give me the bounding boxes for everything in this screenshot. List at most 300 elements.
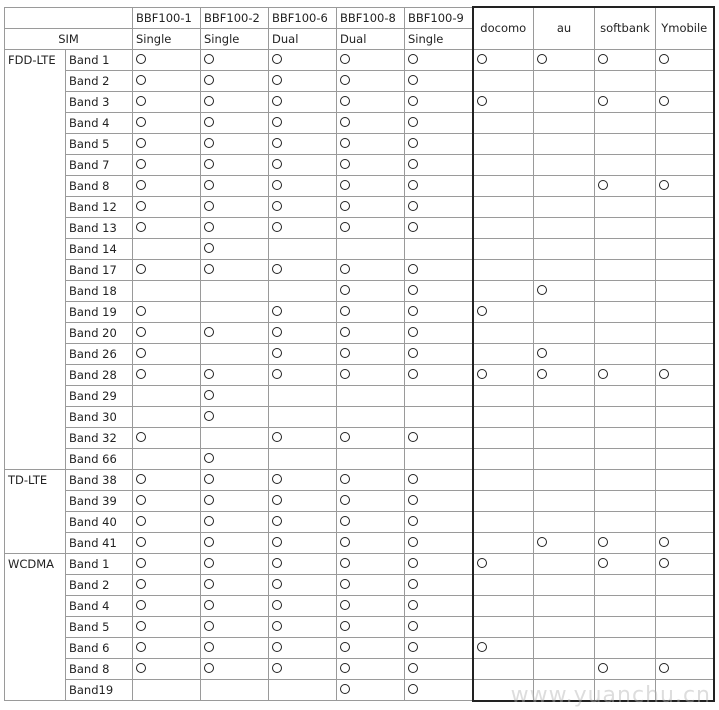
carrier-support-cell — [534, 259, 595, 280]
carrier-support-cell — [595, 553, 656, 574]
supported-mark-icon — [136, 327, 146, 337]
supported-mark-icon — [204, 180, 214, 190]
carrier-header: softbank — [595, 7, 656, 49]
supported-mark-icon — [204, 558, 214, 568]
supported-mark-icon — [598, 54, 608, 64]
model-support-cell — [269, 385, 337, 406]
supported-mark-icon — [659, 558, 669, 568]
supported-mark-icon — [408, 285, 418, 295]
supported-mark-icon — [408, 432, 418, 442]
supported-mark-icon — [408, 600, 418, 610]
supported-mark-icon — [598, 180, 608, 190]
supported-mark-icon — [340, 579, 350, 589]
supported-mark-icon — [272, 306, 282, 316]
carrier-support-cell — [473, 637, 534, 658]
model-support-cell — [337, 406, 405, 427]
band-label: Band 5 — [66, 133, 133, 154]
model-support-cell — [201, 553, 269, 574]
model-support-cell — [133, 658, 201, 679]
supported-mark-icon — [537, 348, 547, 358]
carrier-support-cell — [473, 385, 534, 406]
supported-mark-icon — [340, 684, 350, 694]
supported-mark-icon — [598, 96, 608, 106]
carrier-support-cell — [534, 574, 595, 595]
model-support-cell — [201, 679, 269, 701]
carrier-support-cell — [595, 406, 656, 427]
band-label: Band 8 — [66, 658, 133, 679]
carrier-support-cell — [595, 427, 656, 448]
model-support-cell — [201, 532, 269, 553]
supported-mark-icon — [340, 369, 350, 379]
model-support-cell — [201, 490, 269, 511]
supported-mark-icon — [272, 201, 282, 211]
carrier-support-cell — [534, 70, 595, 91]
supported-mark-icon — [204, 75, 214, 85]
model-support-cell — [133, 406, 201, 427]
model-support-cell — [269, 427, 337, 448]
band-label: Band 5 — [66, 616, 133, 637]
supported-mark-icon — [136, 663, 146, 673]
carrier-support-cell — [534, 196, 595, 217]
supported-mark-icon — [659, 663, 669, 673]
model-support-cell — [405, 70, 473, 91]
supported-mark-icon — [408, 117, 418, 127]
model-support-cell — [337, 511, 405, 532]
model-support-cell — [337, 469, 405, 490]
model-support-cell — [337, 448, 405, 469]
supported-mark-icon — [340, 54, 350, 64]
model-support-cell — [405, 532, 473, 553]
carrier-support-cell — [656, 637, 714, 658]
model-support-cell — [201, 91, 269, 112]
supported-mark-icon — [204, 621, 214, 631]
supported-mark-icon — [272, 474, 282, 484]
carrier-support-cell — [656, 154, 714, 175]
band-label: Band 38 — [66, 469, 133, 490]
header-blank-cell — [5, 7, 133, 28]
supported-mark-icon — [408, 138, 418, 148]
model-support-cell — [269, 658, 337, 679]
model-support-cell — [201, 238, 269, 259]
model-support-cell — [201, 574, 269, 595]
supported-mark-icon — [272, 579, 282, 589]
supported-mark-icon — [272, 222, 282, 232]
model-support-cell — [337, 280, 405, 301]
model-support-cell — [337, 217, 405, 238]
carrier-support-cell — [473, 343, 534, 364]
supported-mark-icon — [272, 369, 282, 379]
carrier-support-cell — [595, 616, 656, 637]
model-support-cell — [269, 364, 337, 385]
model-support-cell — [269, 679, 337, 701]
model-support-cell — [133, 175, 201, 196]
supported-mark-icon — [598, 663, 608, 673]
supported-mark-icon — [340, 600, 350, 610]
carrier-support-cell — [595, 322, 656, 343]
band-label: Band 2 — [66, 70, 133, 91]
model-support-cell — [269, 238, 337, 259]
carrier-support-cell — [595, 511, 656, 532]
model-support-cell — [405, 679, 473, 701]
band-label: Band 7 — [66, 154, 133, 175]
supported-mark-icon — [408, 180, 418, 190]
supported-mark-icon — [136, 348, 146, 358]
model-support-cell — [201, 196, 269, 217]
band-label: Band 3 — [66, 91, 133, 112]
supported-mark-icon — [136, 642, 146, 652]
carrier-support-cell — [534, 532, 595, 553]
supported-mark-icon — [204, 600, 214, 610]
supported-mark-icon — [408, 306, 418, 316]
supported-mark-icon — [659, 180, 669, 190]
band-label: Band 1 — [66, 49, 133, 70]
supported-mark-icon — [408, 558, 418, 568]
model-support-cell — [405, 448, 473, 469]
supported-mark-icon — [272, 642, 282, 652]
supported-mark-icon — [537, 369, 547, 379]
model-support-cell — [337, 637, 405, 658]
carrier-support-cell — [656, 574, 714, 595]
model-support-cell — [405, 427, 473, 448]
carrier-support-cell — [534, 448, 595, 469]
model-support-cell — [201, 322, 269, 343]
supported-mark-icon — [272, 621, 282, 631]
model-support-cell — [337, 91, 405, 112]
carrier-support-cell — [656, 469, 714, 490]
supported-mark-icon — [272, 159, 282, 169]
model-support-cell — [337, 49, 405, 70]
model-support-cell — [337, 574, 405, 595]
model-support-cell — [405, 385, 473, 406]
carrier-support-cell — [656, 343, 714, 364]
supported-mark-icon — [408, 621, 418, 631]
carrier-support-cell — [473, 133, 534, 154]
model-support-cell — [201, 427, 269, 448]
supported-mark-icon — [340, 558, 350, 568]
model-support-cell — [337, 553, 405, 574]
supported-mark-icon — [272, 264, 282, 274]
model-support-cell — [133, 385, 201, 406]
supported-mark-icon — [204, 579, 214, 589]
carrier-support-cell — [473, 322, 534, 343]
model-support-cell — [133, 280, 201, 301]
model-support-cell — [269, 154, 337, 175]
carrier-support-cell — [656, 385, 714, 406]
carrier-support-cell — [534, 658, 595, 679]
supported-mark-icon — [408, 54, 418, 64]
supported-mark-icon — [408, 201, 418, 211]
model-support-cell — [337, 427, 405, 448]
band-label: Band 32 — [66, 427, 133, 448]
supported-mark-icon — [537, 537, 547, 547]
model-support-cell — [337, 616, 405, 637]
supported-mark-icon — [272, 495, 282, 505]
watermark: www.yuanchu.cn — [510, 683, 711, 708]
model-support-cell — [133, 70, 201, 91]
band-row — [5, 175, 714, 196]
model-support-cell — [133, 448, 201, 469]
supported-mark-icon — [204, 96, 214, 106]
band-label: Band 18 — [66, 280, 133, 301]
sim-type: Dual — [269, 28, 337, 49]
supported-mark-icon — [272, 54, 282, 64]
model-support-cell — [201, 595, 269, 616]
carrier-support-cell — [595, 133, 656, 154]
model-support-cell — [269, 217, 337, 238]
model-support-cell — [133, 238, 201, 259]
supported-mark-icon — [477, 369, 487, 379]
model-support-cell — [133, 637, 201, 658]
carrier-support-cell — [534, 469, 595, 490]
supported-mark-icon — [272, 516, 282, 526]
model-support-cell — [133, 595, 201, 616]
model-support-cell — [133, 91, 201, 112]
carrier-support-cell — [534, 553, 595, 574]
supported-mark-icon — [477, 558, 487, 568]
band-row — [5, 427, 714, 448]
band-row — [5, 112, 714, 133]
model-support-cell — [269, 553, 337, 574]
carrier-support-cell — [656, 196, 714, 217]
carrier-support-cell — [595, 154, 656, 175]
model-support-cell — [269, 637, 337, 658]
carrier-support-cell — [656, 112, 714, 133]
supported-mark-icon — [136, 159, 146, 169]
carrier-support-cell — [595, 343, 656, 364]
supported-mark-icon — [659, 54, 669, 64]
band-row — [5, 595, 714, 616]
band-row — [5, 385, 714, 406]
sim-type: Single — [405, 28, 473, 49]
supported-mark-icon — [340, 642, 350, 652]
supported-mark-icon — [598, 537, 608, 547]
model-support-cell — [201, 385, 269, 406]
supported-mark-icon — [340, 159, 350, 169]
supported-mark-icon — [340, 495, 350, 505]
band-label: Band 20 — [66, 322, 133, 343]
supported-mark-icon — [136, 75, 146, 85]
model-header: BBF100-2 — [201, 7, 269, 28]
model-support-cell — [405, 637, 473, 658]
supported-mark-icon — [136, 579, 146, 589]
model-support-cell — [269, 175, 337, 196]
band-label: Band 30 — [66, 406, 133, 427]
band-row — [5, 133, 714, 154]
carrier-support-cell — [473, 616, 534, 637]
carrier-support-cell — [473, 91, 534, 112]
band-row — [5, 364, 714, 385]
header-row-models — [5, 7, 714, 28]
model-support-cell — [133, 343, 201, 364]
band-row — [5, 154, 714, 175]
supported-mark-icon — [204, 453, 214, 463]
model-support-cell — [269, 406, 337, 427]
model-support-cell — [269, 133, 337, 154]
carrier-support-cell — [595, 385, 656, 406]
model-support-cell — [405, 322, 473, 343]
model-support-cell — [133, 553, 201, 574]
supported-mark-icon — [272, 180, 282, 190]
supported-mark-icon — [340, 474, 350, 484]
carrier-support-cell — [534, 175, 595, 196]
supported-mark-icon — [408, 369, 418, 379]
model-support-cell — [201, 133, 269, 154]
carrier-support-cell — [534, 133, 595, 154]
band-row — [5, 511, 714, 532]
carrier-support-cell — [534, 154, 595, 175]
supported-mark-icon — [136, 138, 146, 148]
carrier-support-cell — [473, 259, 534, 280]
carrier-header: docomo — [473, 7, 534, 49]
supported-mark-icon — [136, 96, 146, 106]
model-support-cell — [337, 343, 405, 364]
supported-mark-icon — [340, 264, 350, 274]
carrier-support-cell — [656, 511, 714, 532]
carrier-support-cell — [595, 217, 656, 238]
carrier-support-cell — [473, 301, 534, 322]
band-label: Band 17 — [66, 259, 133, 280]
model-support-cell — [337, 679, 405, 701]
carrier-support-cell — [473, 112, 534, 133]
supported-mark-icon — [340, 621, 350, 631]
supported-mark-icon — [537, 54, 547, 64]
carrier-support-cell — [473, 238, 534, 259]
model-support-cell — [337, 532, 405, 553]
model-support-cell — [133, 196, 201, 217]
model-support-cell — [405, 238, 473, 259]
supported-mark-icon — [204, 663, 214, 673]
model-support-cell — [337, 658, 405, 679]
carrier-support-cell — [473, 448, 534, 469]
carrier-support-cell — [534, 280, 595, 301]
model-support-cell — [337, 70, 405, 91]
carrier-support-cell — [473, 364, 534, 385]
carrier-support-cell — [595, 574, 656, 595]
supported-mark-icon — [598, 558, 608, 568]
supported-mark-icon — [408, 516, 418, 526]
carrier-support-cell — [534, 364, 595, 385]
model-support-cell — [201, 175, 269, 196]
model-support-cell — [133, 322, 201, 343]
model-support-cell — [133, 532, 201, 553]
supported-mark-icon — [136, 621, 146, 631]
band-row — [5, 280, 714, 301]
supported-mark-icon — [598, 369, 608, 379]
model-support-cell — [405, 406, 473, 427]
model-support-cell — [269, 259, 337, 280]
model-support-cell — [405, 658, 473, 679]
carrier-support-cell — [656, 364, 714, 385]
carrier-support-cell — [595, 49, 656, 70]
sim-type: Dual — [337, 28, 405, 49]
supported-mark-icon — [340, 222, 350, 232]
model-support-cell — [133, 259, 201, 280]
carrier-support-cell — [473, 217, 534, 238]
band-row — [5, 238, 714, 259]
model-support-cell — [133, 427, 201, 448]
supported-mark-icon — [408, 474, 418, 484]
carrier-support-cell — [595, 448, 656, 469]
supported-mark-icon — [408, 579, 418, 589]
model-support-cell — [201, 637, 269, 658]
supported-mark-icon — [136, 201, 146, 211]
band-row — [5, 259, 714, 280]
carrier-support-cell — [656, 490, 714, 511]
carrier-support-cell — [595, 658, 656, 679]
model-support-cell — [269, 196, 337, 217]
band-support-table — [4, 6, 715, 702]
carrier-support-cell — [595, 637, 656, 658]
carrier-support-cell — [534, 112, 595, 133]
model-support-cell — [337, 490, 405, 511]
carrier-support-cell — [534, 91, 595, 112]
model-support-cell — [405, 154, 473, 175]
model-support-cell — [269, 490, 337, 511]
supported-mark-icon — [136, 264, 146, 274]
carrier-support-cell — [656, 427, 714, 448]
carrier-support-cell — [473, 70, 534, 91]
band-row — [5, 49, 714, 70]
supported-mark-icon — [272, 537, 282, 547]
model-support-cell — [201, 301, 269, 322]
carrier-support-cell — [595, 490, 656, 511]
band-row — [5, 658, 714, 679]
carrier-support-cell — [595, 532, 656, 553]
carrier-support-cell — [656, 532, 714, 553]
supported-mark-icon — [477, 96, 487, 106]
model-support-cell — [269, 70, 337, 91]
supported-mark-icon — [340, 201, 350, 211]
band-label: Band 41 — [66, 532, 133, 553]
supported-mark-icon — [136, 180, 146, 190]
supported-mark-icon — [340, 432, 350, 442]
carrier-support-cell — [473, 196, 534, 217]
carrier-support-cell — [534, 322, 595, 343]
carrier-support-cell — [473, 469, 534, 490]
supported-mark-icon — [340, 348, 350, 358]
model-support-cell — [201, 259, 269, 280]
supported-mark-icon — [204, 411, 214, 421]
carrier-support-cell — [595, 595, 656, 616]
band-label: Band 39 — [66, 490, 133, 511]
model-support-cell — [405, 112, 473, 133]
supported-mark-icon — [204, 369, 214, 379]
supported-mark-icon — [204, 516, 214, 526]
carrier-support-cell — [534, 238, 595, 259]
supported-mark-icon — [136, 222, 146, 232]
supported-mark-icon — [477, 642, 487, 652]
model-support-cell — [269, 343, 337, 364]
band-row — [5, 469, 714, 490]
carrier-support-cell — [595, 301, 656, 322]
band-row — [5, 196, 714, 217]
carrier-support-cell — [534, 217, 595, 238]
supported-mark-icon — [204, 390, 214, 400]
carrier-support-cell — [656, 70, 714, 91]
carrier-support-cell — [656, 217, 714, 238]
model-support-cell — [133, 217, 201, 238]
carrier-support-cell — [534, 595, 595, 616]
carrier-support-cell — [656, 175, 714, 196]
band-label: Band 66 — [66, 448, 133, 469]
technology-group-label: TD-LTE — [5, 469, 66, 553]
supported-mark-icon — [204, 495, 214, 505]
model-support-cell — [201, 70, 269, 91]
carrier-support-cell — [534, 616, 595, 637]
model-support-cell — [405, 91, 473, 112]
band-row — [5, 322, 714, 343]
band-row — [5, 301, 714, 322]
